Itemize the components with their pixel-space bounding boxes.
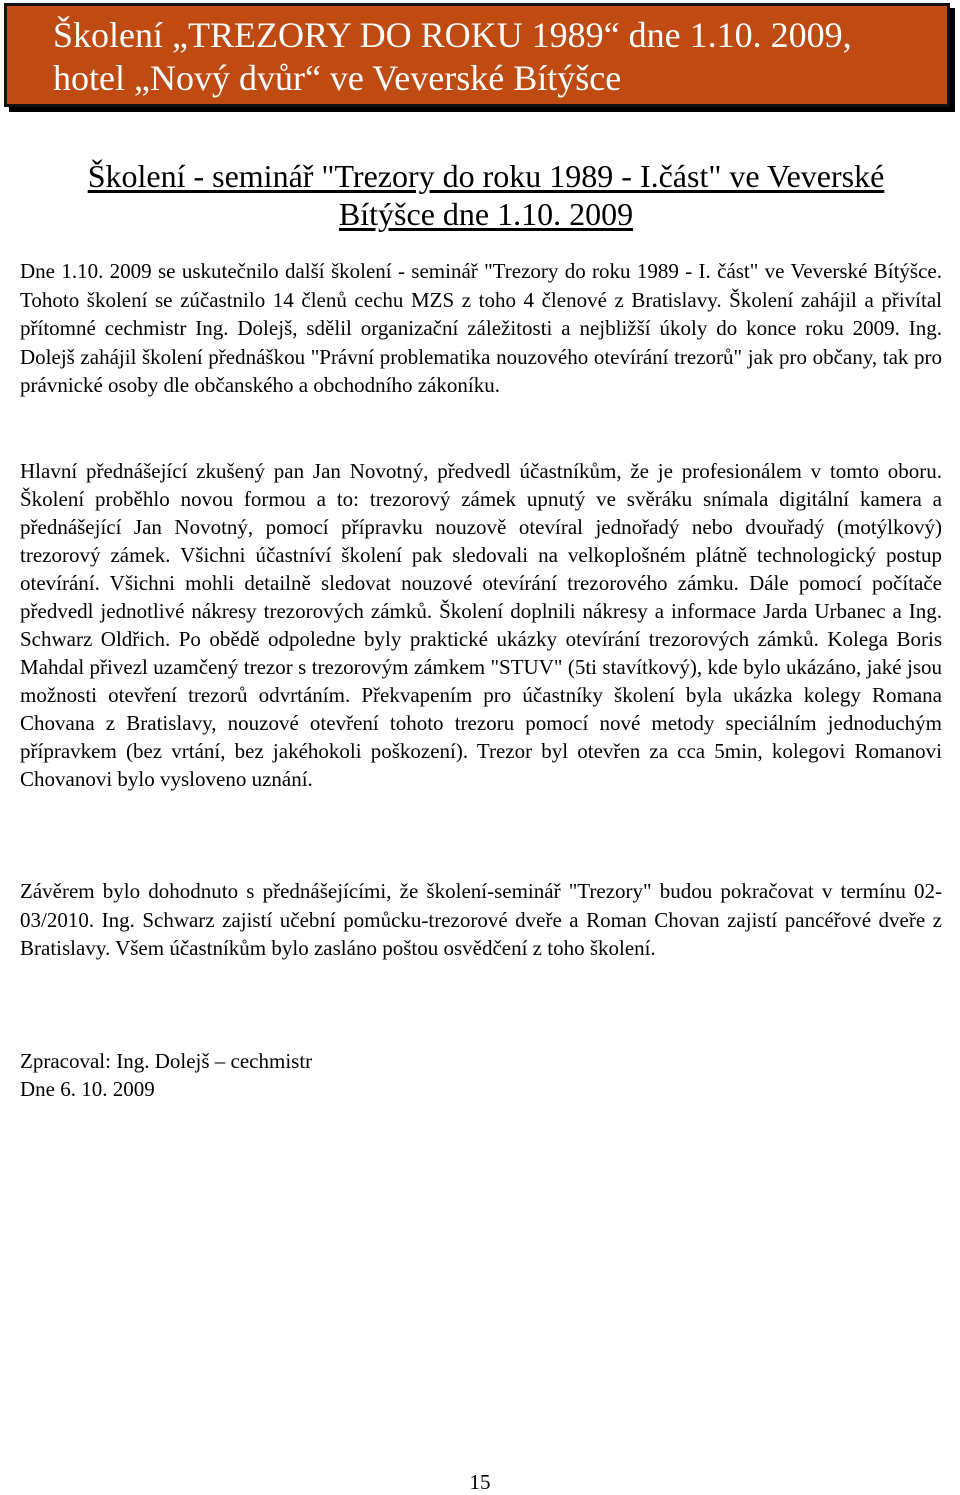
signature-date: Dne 6. 10. 2009 (20, 1077, 155, 1101)
body-paragraph-3: Závěrem bylo dohodnuto s přednášejícími, že školení-seminář "Trezory" budou pokračovat v termínu 02-03/2010. Ing. Schwarz zajistí učební pomůcku-trezorové dveře a Roman Chovan zajistí pancéřové dveře z Bratislavy. Všem účastníkům bylo zasláno poštou osvědčení z toho školení. (20, 879, 942, 960)
signature-block (20, 1047, 312, 1103)
body-paragraph-1: Dne 1.10. 2009 se uskutečnilo další školení - seminář "Trezory do roku 1989 - I. část" ve Veverské Bítýšce. Tohoto školení se zúčastnilo 14 členů cechu MZS z toho 4 členové z Bratislavy. Školení zahájil a přivítal přítomné cechmistr Ing. Dolejš, sdělil organizační záležitosti a nejbližší úkoly do konce roku 2009. Ing. Dolejš zahájil školení přednáškou "Právní problematika nouzového otevírání trezorů" jak pro občany, tak pro právnické osoby dle občanského a obchodního zákoníku. (20, 259, 942, 397)
header-title-line2: hotel „Nový dvůr“ ve Veverské Bítýšce (53, 58, 622, 98)
article-subtitle (46, 157, 926, 233)
header-title (53, 14, 933, 100)
page-number: 15 (469, 1470, 491, 1494)
article-subtitle-line1: Školení - seminář "Trezory do roku 1989 - I.část" ve Veverské (87, 158, 885, 194)
signature-author: Zpracoval: Ing. Dolejš – cechmistr (20, 1049, 313, 1073)
body-paragraph-2: Hlavní přednášející zkušený pan Jan Novotný, předvedl účastníkům, že je profesionálem v tomto oboru. Školení proběhlo novou formou a to: trezorový zámek upnutý ve svěráku snímala digitální kamera a přednášející Jan Novotný, pomocí přípravku nouzově otevíral jednořadý nebo dvouřadý (motýlkový) trezorový zámek. Všichni účastníví školení pak sledovali na velkoplošném plátně technologický postup otevírání. Všichni mohli detailně sledovat nouzové otevírání trezorového zámku. Dále pomocí počítače předvedl jednotlivé nákresy trezorových zámků. Školení doplnili nákresy a informace Jarda Urbanec a Ing. Schwarz Oldřich. Po obědě odpoledne byly praktické ukázky otevírání trezorových zámků. Kolega Boris Mahdal přivezl uzamčený trezor s trezorovým zámkem "STUV" (5ti stavítkový), kde bylo ukázáno, jaké jsou možnosti otevření trezorů odvrtáním. Překvapením pro účastníky školení byla ukázka kolegy Romana Chovana z Bratislavy, nouzové otevření tohoto trezoru pomocí nové metody speciálním jednoduchým přípravkem (bez vrtání, bez jakéhokoli poškození). Trezor byl otevřen za cca 5min, kolegovi Romanovi Chovanovi bylo vysloveno uznání. (20, 459, 942, 791)
header-title-line1: Školení „TREZORY DO ROKU 1989“ dne 1.10. 2009, (53, 15, 852, 55)
header-banner (4, 3, 950, 107)
article-subtitle-line2: Bítýšce dne 1.10. 2009 (338, 196, 634, 232)
